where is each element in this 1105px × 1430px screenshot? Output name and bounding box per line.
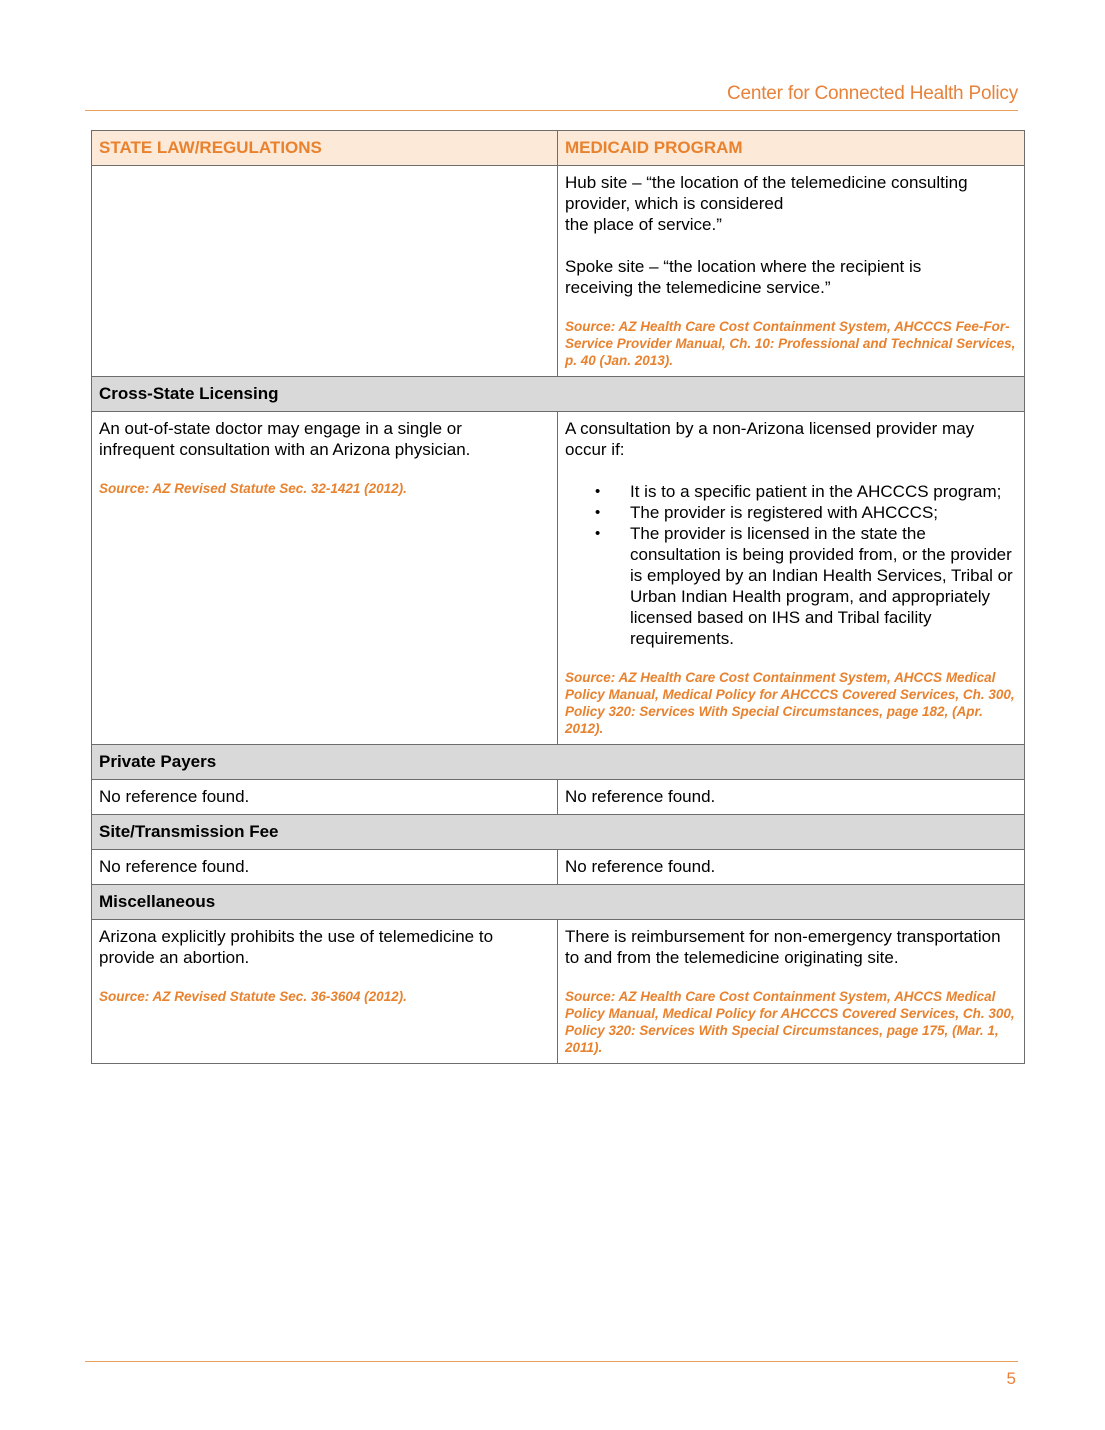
- medicaid-cell: No reference found.: [558, 850, 1025, 885]
- medicaid-intro-text: A consultation by a non-Arizona licensed provider may occur if:: [565, 419, 975, 459]
- table-row: [92, 166, 1025, 377]
- state-law-text: Arizona explicitly prohibits the use of telemedicine to provide an abortion.: [99, 927, 494, 967]
- state-law-text: An out-of-state doctor may engage in a single or infrequent consultation with an Arizona physician.: [99, 419, 471, 459]
- source-citation: Source: AZ Health Care Cost Containment System, AHCCS Medical Policy Manual, Medical Policy for AHCCCS Covered Services, Ch. 300, Policy 320: Services With Special Circumstances, page 175, (Mar. 1, 2011).: [565, 989, 1015, 1055]
- table-row: [92, 412, 1025, 745]
- state-law-cell: [92, 920, 558, 1064]
- medicaid-text: There is reimbursement for non-emergency transportation to and from the telemedicine originating site.: [565, 927, 1001, 967]
- table-row: [92, 850, 1025, 885]
- medicaid-cell: [558, 920, 1025, 1064]
- column-header-medicaid: MEDICAID PROGRAM: [558, 131, 1025, 166]
- header-divider: [85, 110, 1018, 111]
- section-row: [92, 745, 1025, 780]
- hub-site-definition: Hub site – “the location of the telemedicine consulting provider, which is considered the place of service.”: [565, 173, 968, 234]
- table-header-row: [92, 131, 1025, 166]
- organization-name: Center for Connected Health Policy: [726, 83, 1018, 104]
- bullet-icon: •: [595, 504, 601, 521]
- section-title-cross-state-licensing: Cross-State Licensing: [92, 377, 1025, 412]
- source-citation: Source: AZ Revised Statute Sec. 36-3604 (2012).: [99, 989, 407, 1004]
- policy-table: [91, 130, 1025, 1064]
- section-title-private-payers: Private Payers: [92, 745, 1025, 780]
- table-row: [92, 780, 1025, 815]
- state-law-cell: [92, 412, 558, 745]
- medicaid-cell: [558, 412, 1025, 745]
- column-header-state-law: STATE LAW/REGULATIONS: [92, 131, 558, 166]
- list-item: • The provider is licensed in the state the consultation is being provided from, or the provider is employed by an Indian Health Services, Tribal or Urban Indian Health program, and appropriately licensed based on IHS and Tribal facility requirements.: [595, 524, 1013, 648]
- page-number: 5: [1006, 1369, 1016, 1388]
- section-title-miscellaneous: Miscellaneous: [92, 885, 1025, 920]
- section-row: [92, 377, 1025, 412]
- requirements-list: [565, 481, 1017, 649]
- bullet-icon: •: [595, 525, 601, 542]
- footer-divider: [85, 1361, 1018, 1362]
- table-row: [92, 920, 1025, 1064]
- section-row: [92, 885, 1025, 920]
- medicaid-cell: [558, 166, 1025, 377]
- source-citation: Source: AZ Health Care Cost Containment System, AHCCCS Fee-For- Service Provider Manual, Ch. 10: Professional and Technical Services, p. 40 (Jan. 2013).: [565, 319, 1016, 368]
- bullet-icon: •: [595, 483, 601, 500]
- section-row: [92, 815, 1025, 850]
- list-item: • It is to a specific patient in the AHCCCS program;: [595, 482, 1002, 501]
- medicaid-cell: No reference found.: [558, 780, 1025, 815]
- state-law-cell: No reference found.: [92, 850, 558, 885]
- list-item: • The provider is registered with AHCCCS;: [595, 503, 939, 522]
- source-citation: Source: AZ Revised Statute Sec. 32-1421 (2012).: [99, 481, 407, 496]
- section-title-transmission-fee: Site/Transmission Fee: [92, 815, 1025, 850]
- source-citation: Source: AZ Health Care Cost Containment System, AHCCS Medical Policy Manual, Medical Policy for AHCCCS Covered Services, Ch. 300, Policy 320: Services With Special Circumstances, page 182, (Apr. 2012).: [565, 670, 1015, 736]
- state-law-cell: [92, 166, 558, 377]
- state-law-cell: No reference found.: [92, 780, 558, 815]
- spoke-site-definition: Spoke site – “the location where the recipient is receiving the telemedicine service.”: [565, 257, 922, 297]
